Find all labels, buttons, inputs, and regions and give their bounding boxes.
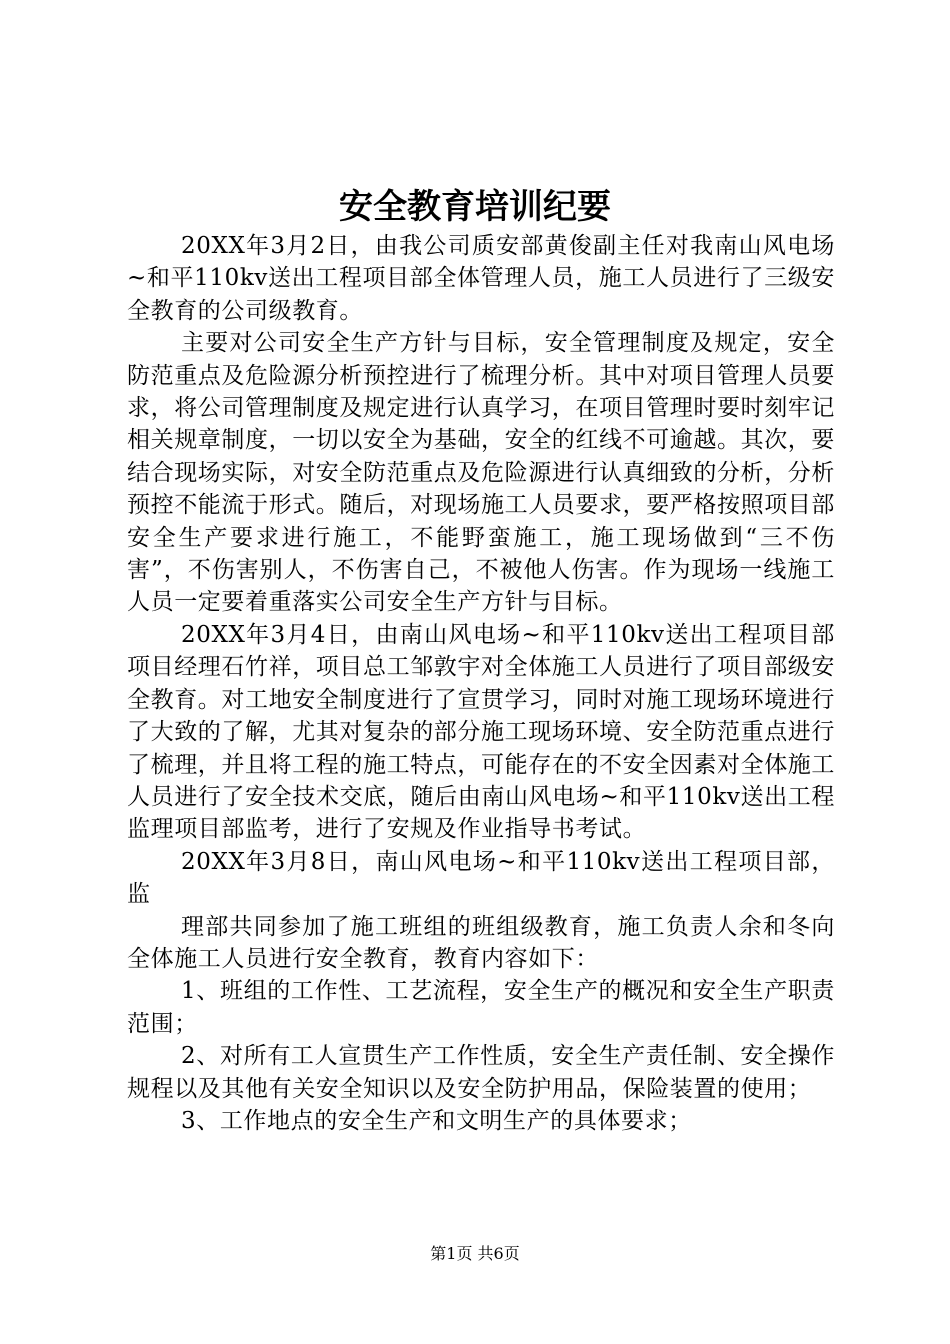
paragraph-3: 20XX年3月4日，由南山风电场~和平110kv送出工程项目部项目经理石竹祥，项目总工邹敦宇对全体施工人员进行了项目部级安全教育。对工地安全制度进行了宣贯学习，同时对施工现场环境进行了大致的了解，尤其对复杂的部分施工现场环境、安全防范重点进行了梳理，并且将工程的施工特点，可能存在的不安全因素对全体施工人员进行了安全技术交底，随后由南山风电场~和平110kv送出工程监理项目部监考，进行了安规及作业指导书考试。 [127, 621, 835, 843]
document-body [127, 230, 835, 1137]
list-item-1: 1、班组的工作性、工艺流程，安全生产的概况和安全生产职责范围； [127, 978, 835, 1037]
list-item-3: 3、工作地点的安全生产和文明生产的具体要求； [181, 1107, 692, 1134]
page-footer: 第1页 共6页 [430, 1244, 520, 1263]
paragraph-1: 20XX年3月2日，由我公司质安部黄俊副主任对我南山风电场~和平110kv送出工程项目部全体管理人员，施工人员进行了三级安全教育的公司级教育。 [127, 233, 835, 324]
paragraph-2: 主要对公司安全生产方针与目标，安全管理制度及规定，安全防范重点及危险源分析预控进行了梳理分析。其中对项目管理人员要求，将公司管理制度及规定进行认真学习，在项目管理时要时刻牢记相关规章制度，一切以安全为基础，安全的红线不可逾越。其次，要结合现场实际，对安全防范重点及危险源进行认真细致的分析，分析预控不能流于形式。随后，对现场施工人员要求，要严格按照项目部安全生产要求进行施工，不能野蛮施工，施工现场做到“三不伤害”，不伤害别人，不伤害自己，不被他人伤害。作为现场一线施工人员一定要着重落实公司安全生产方针与目标。 [127, 330, 835, 616]
paragraph-4: 20XX年3月8日，南山风电场~和平110kv送出工程项目部，监 [127, 848, 835, 908]
paragraph-5: 理部共同参加了施工班组的班组级教育，施工负责人余和冬向全体施工人员进行安全教育，教育内容如下： [127, 913, 835, 972]
document-title: 安全教育培训纪要 [339, 187, 611, 227]
list-item-2: 2、对所有工人宣贯生产工作性质，安全生产责任制、安全操作规程以及其他有关安全知识以及安全防护用品，保险装置的使用； [127, 1043, 835, 1102]
